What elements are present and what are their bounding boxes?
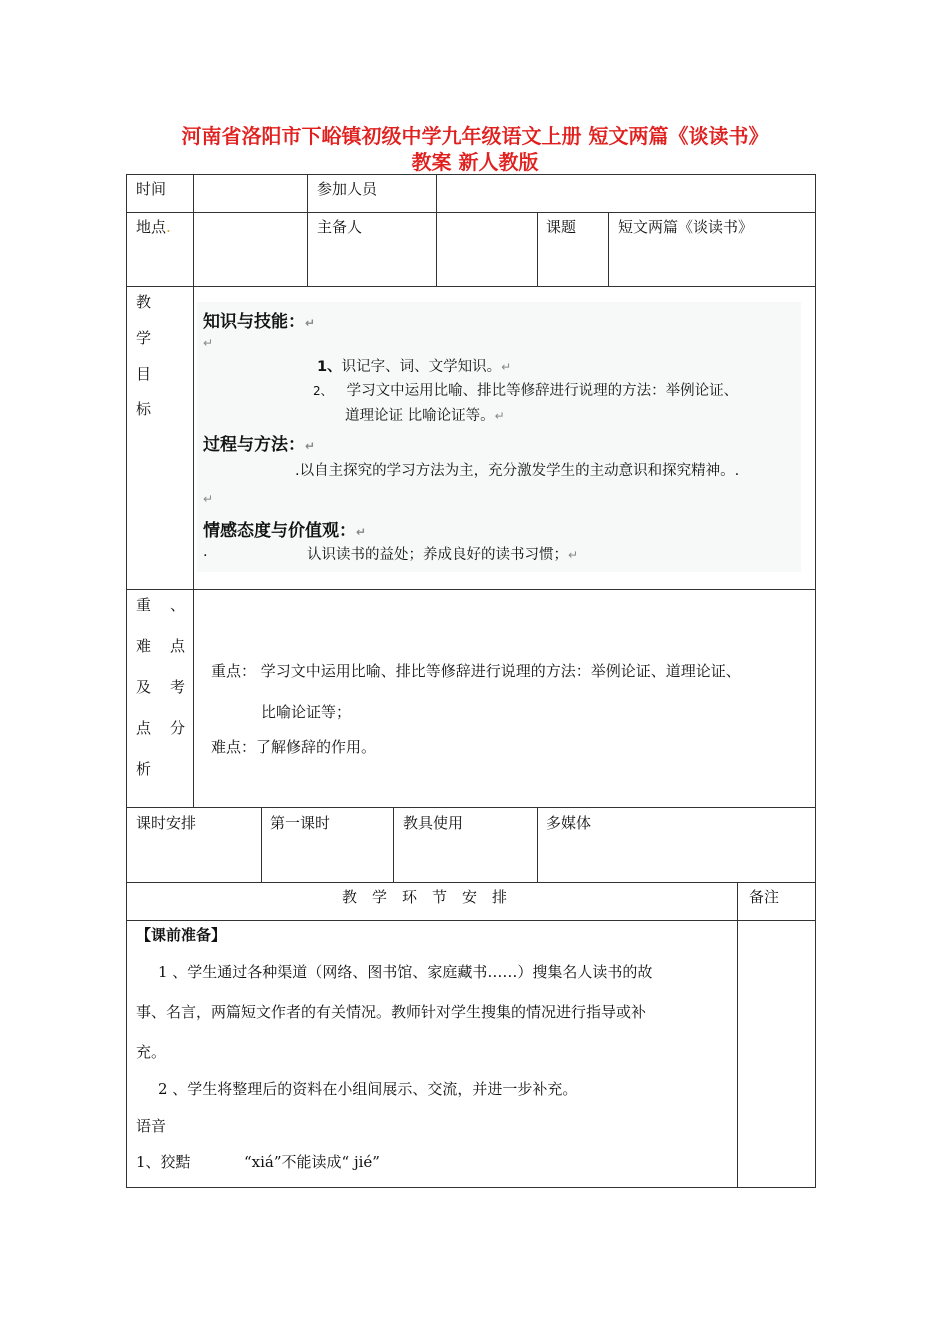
table-border [737,882,738,1188]
table-border [815,174,816,1188]
table-border [126,174,816,175]
time-label: 时间 [136,180,167,198]
phonetics-label: 语音 [136,1117,167,1135]
objective-item-2 [313,379,738,400]
keypoints-label-char: 析 [136,760,152,778]
process-heading [203,430,315,455]
item-1-text: 识记字、词、文学知识。 [341,359,502,375]
keypoints-label-char: 考 [170,678,186,696]
phonetics-item-1: 1、狡黠 [136,1153,191,1171]
table-border [126,212,816,213]
item-2-text-a: 学习文中运用比喻、排比等修辞进行说理的方法：举例论证、 [346,383,739,399]
return-mark: ↵ [494,409,505,423]
preparation-p1-line-1: 1 、学生通过各种渠道（网络、图书馆、家庭藏书……）搜集名人读书的故 [158,963,653,981]
table-border [126,807,816,808]
return-mark: ↵ [203,336,214,350]
item-1-number: 1、 [317,359,342,375]
objectives-label-char: 教 [136,293,152,311]
knowledge-heading-text: 知识与技能： [203,312,305,332]
period-label: 课时安排 [136,814,197,832]
return-mark: ↵ [203,492,214,506]
knowledge-heading [203,307,315,332]
emotion-heading-text: 情感态度与价值观： [203,521,356,541]
keypoints-label-char: 点 [136,719,152,737]
table-border [126,174,127,1188]
preparation-p2: 2 、学生将整理后的资料在小组间展示、交流，并进一步补充。 [158,1080,578,1098]
emotion-heading [203,516,366,541]
keypoints-label-char: 重 [136,596,152,614]
emotion-text-content: 认识读书的益处；养成良好的读书习惯； [307,547,568,563]
table-border [126,286,816,287]
key-point-line-2: 比喻论证等； [261,703,352,721]
table-border [193,286,194,808]
preparation-p1-line-2: 事、名言，两篇短文作者的有关情况。教师针对学生搜集的情况进行指导或补 [136,1003,647,1021]
table-border [307,174,308,287]
keypoints-label-char: 分 [170,719,186,737]
table-border [537,212,538,287]
table-border [126,882,816,883]
table-border [261,807,262,883]
return-mark: ↵ [305,316,316,330]
objective-item-1 [317,355,511,376]
note-label: 备注 [749,888,780,906]
return-mark: ↵ [305,439,316,453]
table-border [393,807,394,883]
objectives-label-char: 目 [136,365,152,383]
objectives-label-char: 学 [136,329,152,347]
topic-label: 课题 [546,218,577,236]
tools-label: 教具使用 [403,814,464,832]
preparation-p1-line-3: 充。 [136,1043,167,1061]
table-border [608,212,609,287]
place-dot: . [166,218,171,236]
table-border [193,174,194,287]
table-border [126,1187,816,1188]
place-label-text: 地点 [136,218,167,236]
emotion-dot: . [203,544,208,560]
title-line-1: 河南省洛阳市下峪镇初级中学九年级语文上册 短文两篇《谈读书》 [181,124,769,148]
emotion-text [307,543,578,564]
phonetics-item-1-text: “xiá”不能读成“ jié” [244,1153,380,1171]
keypoints-label-char: 难 [136,637,152,655]
keypoints-label-char: 、 [170,596,186,614]
key-point-line-1: 重点： 学习文中运用比喻、排比等修辞进行说理的方法：举例论证、道理论证、 [211,662,741,680]
objectives-label-char: 标 [136,400,152,418]
difficult-point: 难点：了解修辞的作用。 [211,738,377,756]
keypoints-label-char: 点 [170,637,186,655]
preparer-label: 主备人 [317,218,363,236]
process-heading-text: 过程与方法： [203,435,305,455]
topic-value: 短文两篇《谈读书》 [618,218,754,236]
item-2-text-b: 道理论证 比喻论证等。 [345,408,495,424]
tools-value: 多媒体 [546,814,592,832]
objective-item-2-cont [345,404,505,425]
table-border [126,589,816,590]
place-label [136,217,171,237]
arrangement-header: 教 学 环 节 安 排 [342,888,508,906]
process-text: .以自主探究的学习方法为主，充分激发学生的主动意识和探究精神。. [295,463,740,479]
period-value: 第一课时 [270,814,331,832]
participants-label: 参加人员 [317,180,378,198]
table-border [126,920,816,921]
table-border [436,174,437,287]
return-mark: ↵ [501,360,512,374]
item-2-number: 2、 [313,384,333,398]
preparation-heading: 【课前准备】 [136,926,227,944]
objectives-content [197,302,801,572]
title-line-2: 教案 新人教版 [411,150,539,174]
keypoints-label-char: 及 [136,678,152,696]
table-border [537,807,538,883]
return-mark: ↵ [356,525,367,539]
return-mark: ↵ [568,548,579,562]
